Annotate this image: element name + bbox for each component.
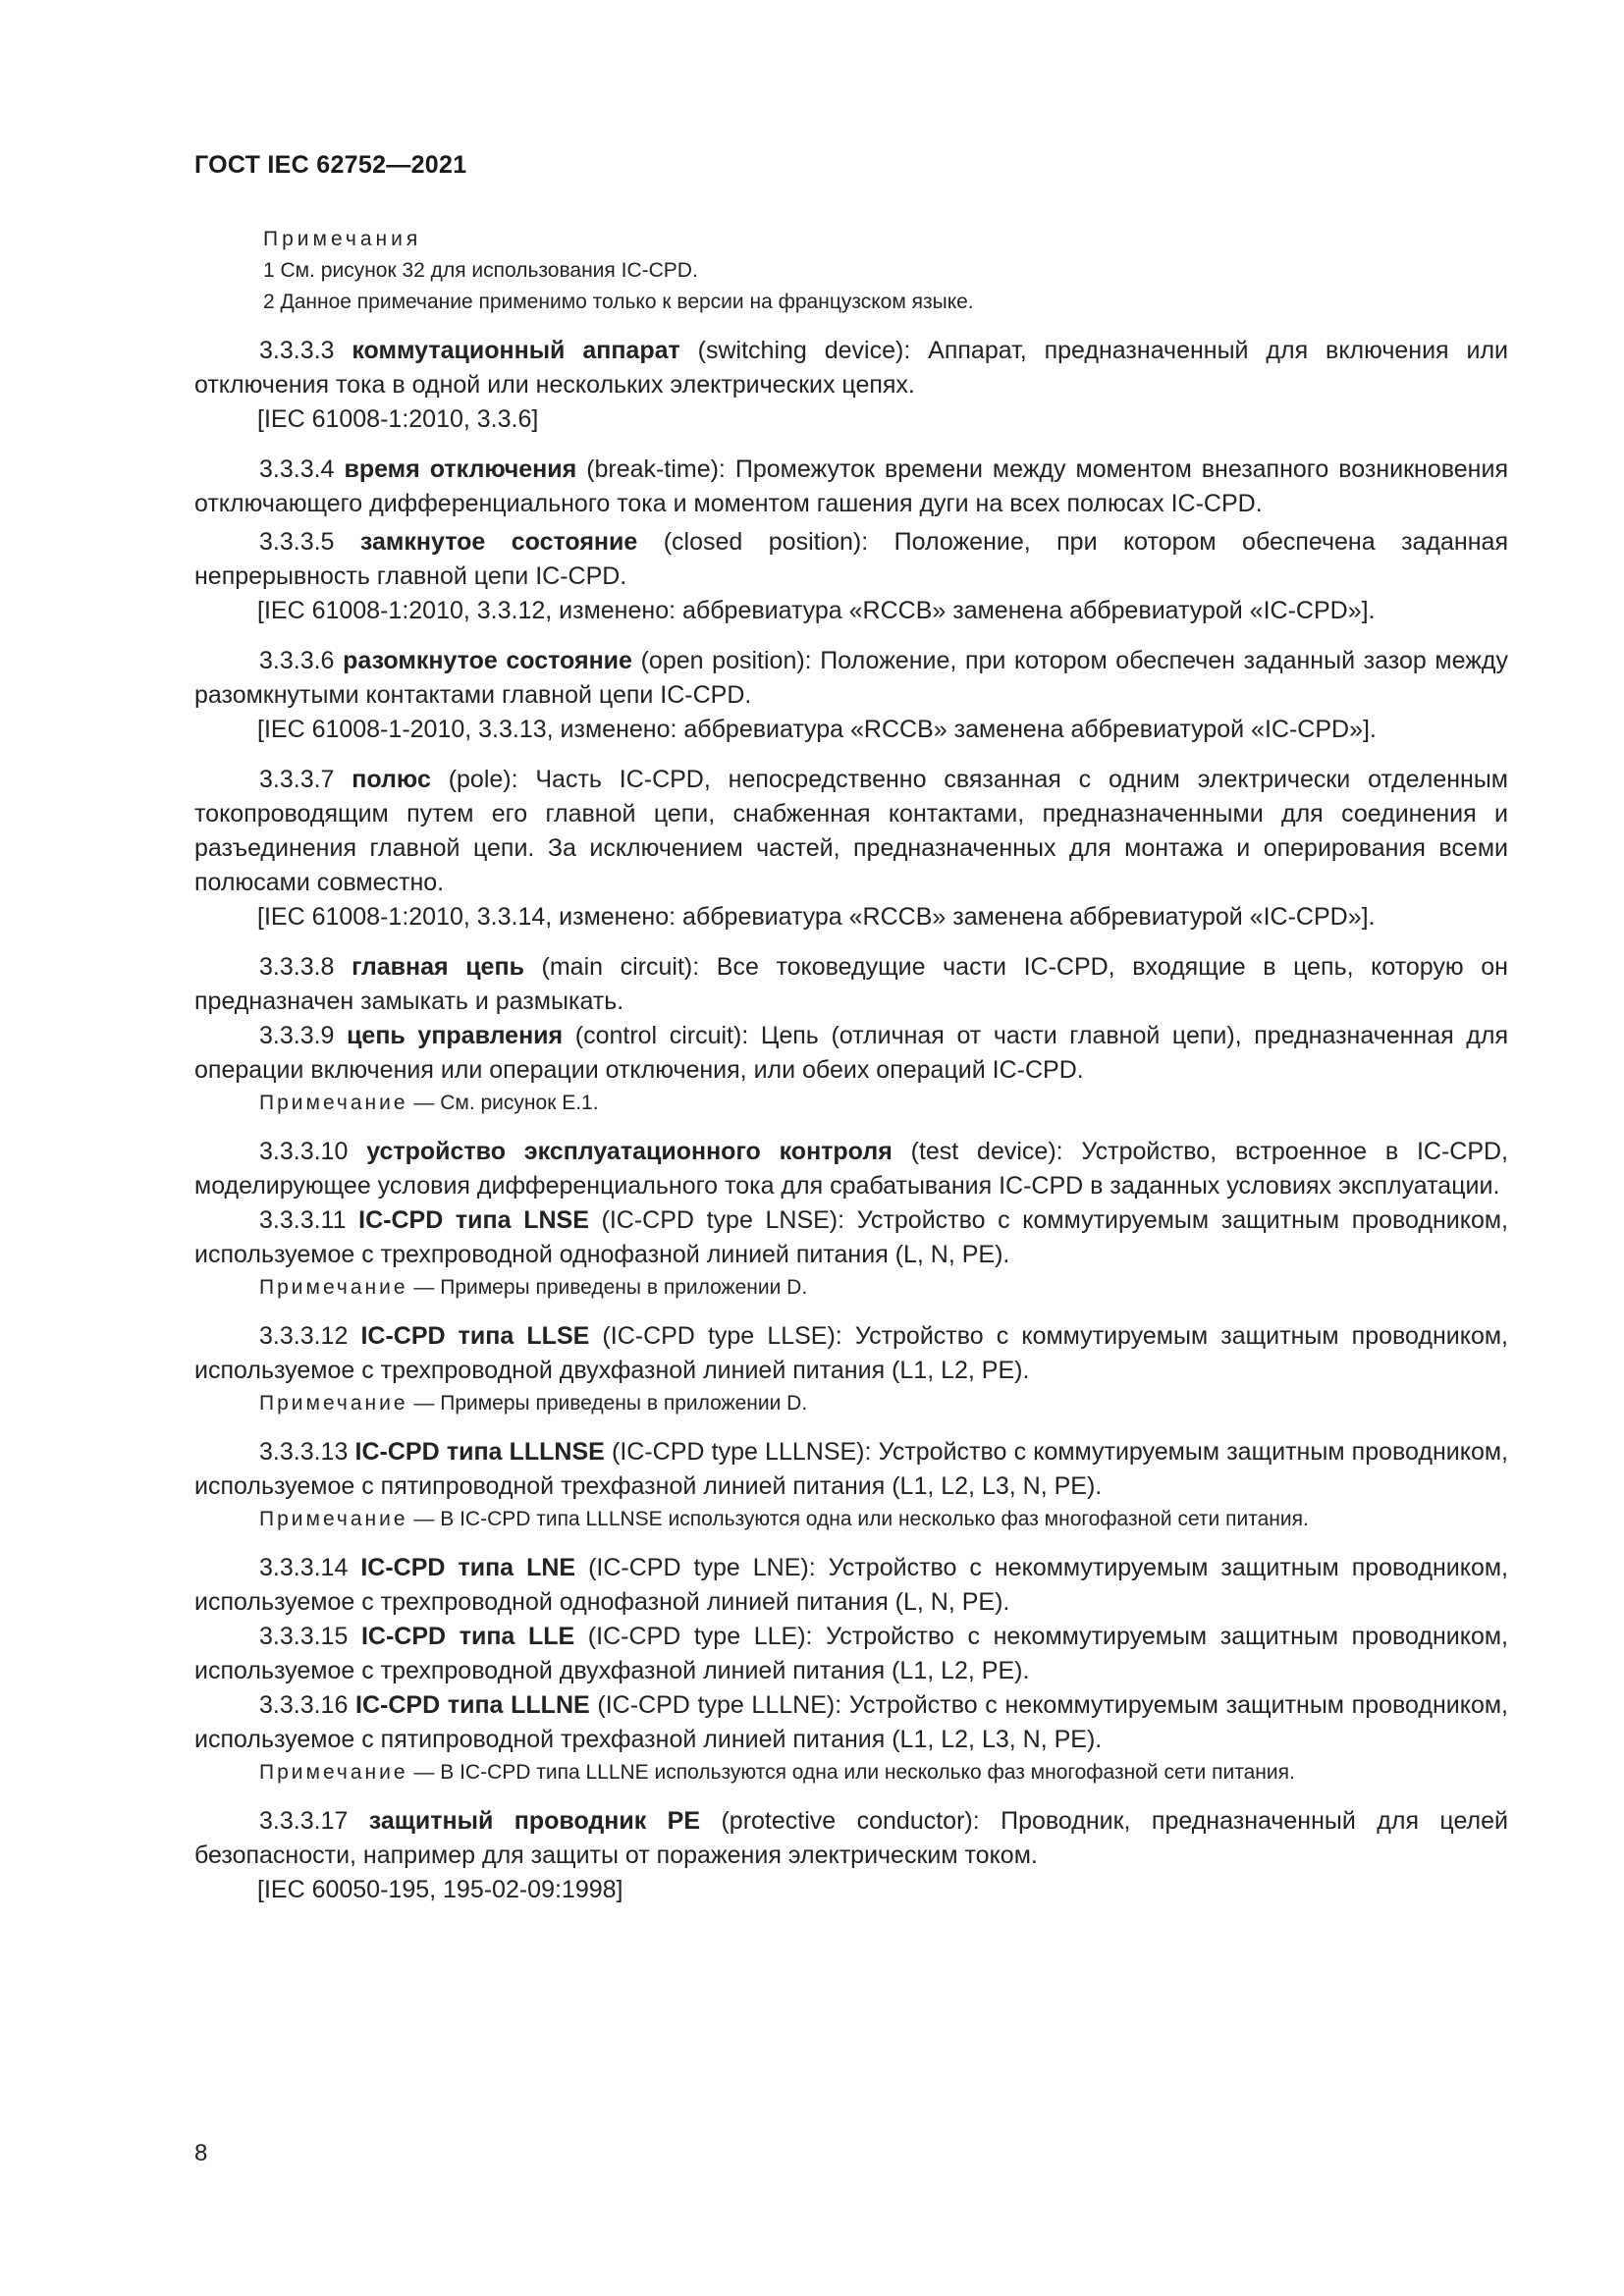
entry-text: (closed position): Положение, при котором обеспечена заданная непрерывность главной цепи IC-CPD.	[194, 528, 1508, 590]
entry-term: разомкнутое состояние	[343, 647, 632, 674]
entry-term: полюс	[352, 766, 431, 793]
note-text: — В IC-CPD типа LLLNSE используются одна или несколько фаз многофазной сети питания.	[407, 1508, 1309, 1530]
document-header: ГОСТ IEC 62752—2021	[194, 151, 467, 179]
term-entry-3-3-3-13	[194, 1435, 1508, 1504]
entry-note	[259, 1272, 1508, 1304]
entry-number: 3.3.3.11	[259, 1206, 347, 1234]
entry-number: 3.3.3.5	[259, 528, 335, 556]
entry-text: (IC-CPD type LNE): Устройство с некоммутируемым защитным проводником, используемое с трехпроводной однофазной линией питания (L, N, PE).	[194, 1554, 1509, 1616]
term-entry-3-3-3-5	[194, 525, 1508, 594]
top-notes	[263, 224, 1508, 318]
entry-number: 3.3.3.14	[259, 1554, 349, 1581]
entry-text: (switching device): Аппарат, предназначенный для включения или отключения тока в одной или нескольких электрических цепях.	[194, 337, 1508, 399]
term-entry-3-3-3-3	[194, 334, 1508, 402]
entry-term: главная цепь	[352, 953, 524, 981]
entry-reference: [IEC 60050-195, 195-02-09:1998]	[257, 1876, 623, 1903]
entry-text: (pole): Часть IC-CPD, непосредственно связанная с одним электрически отделенным токопроводящим путем его главной цепи, снабженная контактами, предназначенными для соединения и разъединения главной цепи. За исключением частей, предназначенных для монтажа и оперирования всеми полюсами совместно.	[194, 766, 1508, 896]
term-entry-3-3-3-15	[194, 1620, 1508, 1688]
entry-text: (control circuit): Цепь (отличная от части главной цепи), предназначенная для операции включения или операции отключения, или обеих операций IC-CPD.	[194, 1022, 1508, 1084]
entry-term: коммутационный аппарат	[352, 337, 680, 364]
entry-text: (open position): Положение, при котором обеспечен заданный зазор между разомкнутыми контактами главной цепи IC-CPD.	[194, 647, 1509, 709]
entry-term: замкнутое состояние	[359, 528, 638, 556]
entry-number: 3.3.3.15	[259, 1623, 349, 1650]
note-item: 1 См. рисунок 32 для использования IC-CPD.	[263, 259, 698, 282]
entry-text: (protective conductor): Проводник, предназначенный для целей безопасности, например для защиты от поражения электрическим током.	[194, 1807, 1508, 1869]
entry-number: 3.3.3.10	[259, 1138, 349, 1165]
page-number: 8	[194, 2140, 208, 2166]
entry-text: (IC-CPD type LLSE): Устройство с коммутируемым защитным проводником, используемое с трехпроводной двухфазной линией питания (L1, L2, PE).	[194, 1322, 1508, 1384]
entry-number: 3.3.3.3	[259, 337, 335, 364]
entry-text: (IC-CPD type LNSE): Устройство с коммутируемым защитным проводником, используемое с трехпроводной однофазной линией питания (L, N, PE).	[194, 1206, 1509, 1268]
entry-term: время отключения	[344, 455, 577, 483]
term-entry-3-3-3-16	[194, 1688, 1508, 1757]
note-text: — См. рисунок Е.1.	[407, 1092, 599, 1114]
entry-reference: [IEC 61008-1:2010, 3.3.6]	[257, 405, 539, 433]
entry-number: 3.3.3.7	[259, 766, 335, 793]
entry-term: IC-CPD типа LNSE	[358, 1206, 589, 1234]
entry-note	[259, 1757, 1508, 1789]
page-content	[194, 224, 1508, 1907]
entry-term: IC-CPD типа LLSE	[360, 1322, 590, 1350]
entry-text: (test device): Устройство, встроенное в IC-CPD, моделирующее условия дифференциального тока для срабатывания IC-CPD в заданных условиях эксплуатации.	[194, 1138, 1509, 1200]
entry-term: IC-CPD типа LNE	[360, 1554, 576, 1581]
note-text: — Примеры приведены в приложении D.	[407, 1392, 808, 1415]
term-entry-3-3-3-14	[194, 1551, 1508, 1620]
entry-number: 3.3.3.4	[259, 455, 335, 483]
term-entry-3-3-3-8	[194, 950, 1508, 1019]
entry-term: IC-CPD типа LLLNSE	[354, 1438, 605, 1466]
notes-title: Примечания	[263, 228, 422, 250]
entry-note	[259, 1088, 1508, 1119]
entry-reference: [IEC 61008-1-2010, 3.3.13, изменено: аббревиатура «RCCB» заменена аббревиатурой «IC-CPD»].	[257, 716, 1377, 743]
term-entry-3-3-3-7	[194, 763, 1508, 900]
entry-text: (break-time): Промежуток времени между моментом внезапного возникновения отключающего дифференциального тока и моментом гашения дуги на всех полюсах IC-CPD.	[194, 455, 1508, 517]
entry-number: 3.3.3.8	[259, 953, 335, 981]
note-label: Примечание	[259, 1276, 408, 1299]
entry-term: устройство эксплуатационного контроля	[366, 1138, 893, 1165]
entry-number: 3.3.3.6	[259, 647, 335, 674]
term-entry-3-3-3-4	[194, 453, 1508, 521]
entry-text: (IC-CPD type LLLNE): Устройство с некоммутируемым защитным проводником, используемое с пятипроводной трехфазной линией питания (L1, L2, L3, N, PE).	[194, 1691, 1508, 1753]
entry-number: 3.3.3.17	[259, 1807, 349, 1835]
note-item: 2 Данное примечание применимо только к версии на французском языке.	[263, 291, 974, 313]
term-entry-3-3-3-11	[194, 1203, 1508, 1272]
entry-term: IC-CPD типа LLE	[360, 1623, 575, 1650]
entry-number: 3.3.3.13	[259, 1438, 349, 1466]
entry-text: (IC-CPD type LLLNSE): Устройство с коммутируемым защитным проводником, используемое с пятипроводной трехфазной линией питания (L1, L2, L3, N, PE).	[194, 1438, 1508, 1500]
note-text: — Примеры приведены в приложении D.	[407, 1276, 808, 1299]
note-text: — В IC-CPD типа LLLNE используются одна или несколько фаз многофазной сети питания.	[407, 1761, 1295, 1784]
term-entry-3-3-3-12	[194, 1319, 1508, 1388]
note-label: Примечание	[259, 1092, 408, 1114]
entry-term: защитный проводник PE	[368, 1807, 701, 1835]
term-entry-3-3-3-9	[194, 1019, 1508, 1088]
entry-term: IC-CPD типа LLLNE	[355, 1691, 590, 1719]
note-label: Примечание	[259, 1761, 408, 1784]
entry-reference: [IEC 61008-1:2010, 3.3.14, изменено: аббревиатура «RCCB» заменена аббревиатурой «IC-CPD»].	[257, 903, 1376, 931]
note-label: Примечание	[259, 1392, 408, 1415]
entry-number: 3.3.3.12	[259, 1322, 349, 1350]
entry-number: 3.3.3.16	[259, 1691, 349, 1719]
entry-term: цепь управления	[347, 1022, 564, 1049]
entry-note	[259, 1388, 1508, 1419]
term-entry-3-3-3-17	[194, 1804, 1508, 1873]
term-entry-3-3-3-10	[194, 1135, 1508, 1203]
entry-reference: [IEC 61008-1:2010, 3.3.12, изменено: аббревиатура «RCCB» заменена аббревиатурой «IC-CPD»].	[257, 597, 1376, 624]
term-entry-3-3-3-6	[194, 644, 1508, 713]
entry-note	[259, 1504, 1508, 1535]
entry-text: (main circuit): Все токоведущие части IC-CPD, входящие в цепь, которую он предназначен замыкать и размыкать.	[194, 953, 1508, 1015]
entry-text: (IC-CPD type LLE): Устройство с некоммутируемым защитным проводником, используемое с трехпроводной двухфазной линией питания (L1, L2, PE).	[194, 1623, 1508, 1684]
entry-number: 3.3.3.9	[259, 1022, 335, 1049]
note-label: Примечание	[259, 1508, 408, 1530]
